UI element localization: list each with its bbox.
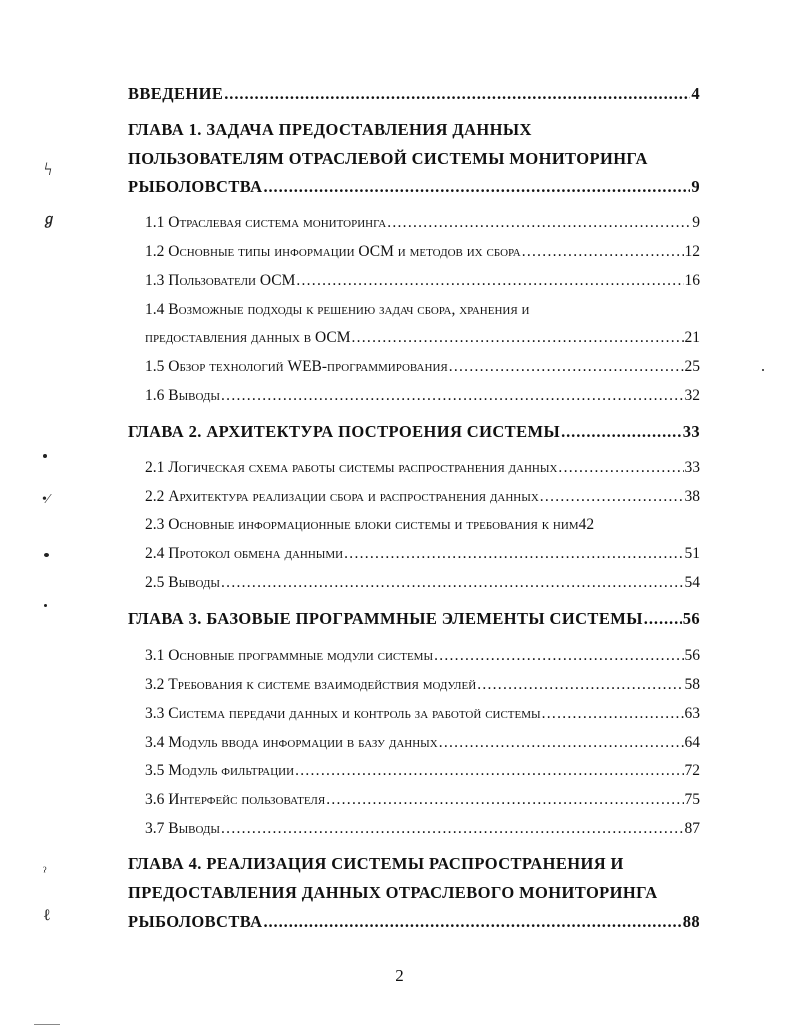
toc-entry-3-5 (145, 763, 700, 779)
toc-entry-title: 1.6 Выводы (145, 387, 221, 404)
toc-entry-title: 2.5 Выводы (145, 574, 221, 591)
toc-leader-dots (387, 215, 691, 231)
toc-entry-page: 72 (684, 762, 700, 779)
toc-entry-3-2 (145, 677, 700, 693)
toc-entry-page: 32 (684, 387, 700, 404)
scan-mark: ℊ (42, 213, 56, 228)
scan-dot (762, 369, 764, 371)
scan-mark: •⁄ (42, 492, 50, 507)
toc-entry-title: 2.1 Логическая схема работы системы распространения данных (145, 459, 558, 476)
toc-entry-title: 3.1 Основные программные модули системы (145, 647, 434, 664)
toc-leader-dots (449, 359, 684, 375)
toc-entry-1-1 (145, 215, 700, 231)
toc-entry-title: 2.4 Протокол обмена данными (145, 545, 344, 562)
scan-dot (44, 604, 47, 607)
toc-entry-page: 87 (684, 820, 700, 837)
toc-entry-page: 25 (684, 358, 700, 375)
toc-entry-title: ГЛАВА 2. АРХИТЕКТУРА ПОСТРОЕНИЯ СИСТЕМЫ (128, 422, 561, 441)
toc-leader-dots (542, 706, 684, 722)
toc-entry-page: 75 (684, 791, 700, 808)
toc-entry-title: предоставления данных в ОСМ (145, 329, 351, 346)
toc-entry-page: 88 (682, 912, 700, 931)
chapter-4-title-line-2: ПРЕДОСТАВЛЕНИЯ ДАННЫХ ОТРАСЛЕВОГО МОНИТОРИНГА (128, 883, 658, 902)
toc-leader-dots (221, 388, 683, 404)
scan-mark: ℓ (43, 907, 51, 924)
toc-entry-title: РЫБОЛОВСТВА (128, 177, 263, 196)
toc-entry-title: 1.3 Пользователи ОСМ (145, 272, 296, 289)
toc-entry-page: 56 (682, 609, 700, 628)
scan-line (34, 1024, 60, 1025)
scan-mark: ϟ (44, 159, 53, 179)
toc-leader-dots (434, 648, 683, 664)
toc-entry-3-4 (145, 735, 700, 751)
toc-leader-dots (326, 792, 683, 808)
toc-entry-page: 64 (684, 734, 700, 751)
toc-entry-page: 33 (682, 422, 700, 441)
toc-entry-title: 3.4 Модуль ввода информации в базу данных (145, 734, 438, 751)
toc-entry-3-7 (145, 821, 700, 837)
toc-entry-page: 9 (691, 177, 700, 196)
toc-entry-1-4-line-1 (145, 302, 700, 318)
chapter-1-title-line-1: ГЛАВА 1. ЗАДАЧА ПРЕДОСТАВЛЕНИЯ ДАННЫХ (128, 120, 532, 139)
toc-entry-title: 1.2 Основные типы информации ОСМ и методов их сбора (145, 243, 521, 260)
toc-entry-title: РЫБОЛОВСТВА (128, 912, 263, 931)
toc-leader-dots (263, 914, 681, 931)
toc-entry-1-2 (145, 244, 700, 260)
toc-leader-dots (263, 179, 690, 196)
toc-entry-page: 56 (684, 647, 700, 664)
toc-entry-page: 4 (691, 84, 700, 103)
toc-entry-1-6 (145, 388, 700, 404)
toc-entry-1-4 (145, 330, 700, 346)
toc-entry-2-4 (145, 546, 700, 562)
toc-entry-title: 1.5 Обзор технологий WEB-программирования (145, 358, 448, 375)
toc-leader-dots (221, 821, 683, 837)
toc-entry-title: ГЛАВА 3. БАЗОВЫЕ ПРОГРАММНЫЕ ЭЛЕМЕНТЫ СИСТЕМЫ (128, 609, 643, 628)
toc-entry-3-3 (145, 706, 700, 722)
toc-entry-page: 21 (684, 329, 700, 346)
toc-entry-page: 16 (684, 272, 700, 289)
toc-entry-page: 38 (684, 488, 700, 505)
toc-leader-dots (224, 86, 690, 103)
toc-leader-dots (522, 244, 684, 260)
toc-entry-2-1 (145, 460, 700, 476)
toc-leader-dots (344, 546, 683, 562)
toc-leader-dots (540, 489, 684, 505)
toc-entry-1-5 (145, 359, 700, 375)
toc-entry-2-3 (145, 517, 700, 533)
toc-entry-3-1 (145, 648, 700, 664)
toc-entry-title: 1.4 Возможные подходы к решению задач сбора, хранения и (145, 301, 530, 318)
toc-entry-title: 2.2 Архитектура реализации сбора и распространения данных (145, 488, 539, 505)
toc-entry-title: 3.3 Система передачи данных и контроль за работой системы (145, 705, 541, 722)
toc-entry-title: 3.5 Модуль фильтрации (145, 762, 295, 779)
toc-entry-title: 2.3 Основные информационные блоки системы и требования к ним (145, 516, 579, 533)
toc-leader-dots (351, 330, 683, 346)
toc-entry-title: 3.6 Интерфейс пользователя (145, 791, 326, 808)
toc-entry-chapter-3 (128, 611, 700, 628)
toc-entry-page: 63 (684, 705, 700, 722)
toc-entry-2-5 (145, 575, 700, 591)
toc-leader-dots (561, 424, 682, 441)
page-number: 2 (395, 966, 404, 985)
toc-entry-3-6 (145, 792, 700, 808)
toc-entry-chapter-2 (128, 424, 700, 441)
toc-leader-dots (644, 611, 682, 628)
toc-entry-page: 9 (692, 214, 700, 231)
toc-entry-page: 33 (684, 459, 700, 476)
toc-entry-title: 3.7 Выводы (145, 820, 221, 837)
toc-entry-title: ВВЕДЕНИЕ (128, 84, 224, 103)
toc-entry-title: 3.2 Требования к системе взаимодействия модулей (145, 676, 477, 693)
toc-entry-chapter-1 (128, 179, 700, 196)
toc-entry-page: 58 (684, 676, 700, 693)
toc-entry-title: 1.1 Отраслевая система мониторинга (145, 214, 387, 231)
toc-leader-dots (295, 763, 683, 779)
toc-leader-dots (439, 735, 684, 751)
toc-entry-page: 54 (684, 574, 700, 591)
chapter-4-title-line-1: ГЛАВА 4. РЕАЛИЗАЦИЯ СИСТЕМЫ РАСПРОСТРАНЕНИЯ И (128, 854, 624, 873)
toc-entry-page: 42 (578, 516, 595, 533)
toc-entry-page: 51 (684, 545, 700, 562)
toc-leader-dots (296, 273, 683, 289)
toc-entry-2-2 (145, 489, 700, 505)
toc-entry-page: 12 (684, 243, 700, 260)
chapter-1-title-line-2: ПОЛЬЗОВАТЕЛЯМ ОТРАСЛЕВОЙ СИСТЕМЫ МОНИТОРИНГА (128, 149, 648, 168)
toc-leader-dots (221, 575, 683, 591)
toc-leader-dots (477, 677, 683, 693)
scan-mark: ˀ (43, 865, 47, 880)
scan-dot (44, 553, 49, 557)
scan-dot (43, 454, 47, 458)
toc-leader-dots (558, 460, 683, 476)
toc-entry-1-3 (145, 273, 700, 289)
toc-entry-chapter-4 (128, 914, 700, 931)
toc-entry-intro (128, 86, 700, 103)
